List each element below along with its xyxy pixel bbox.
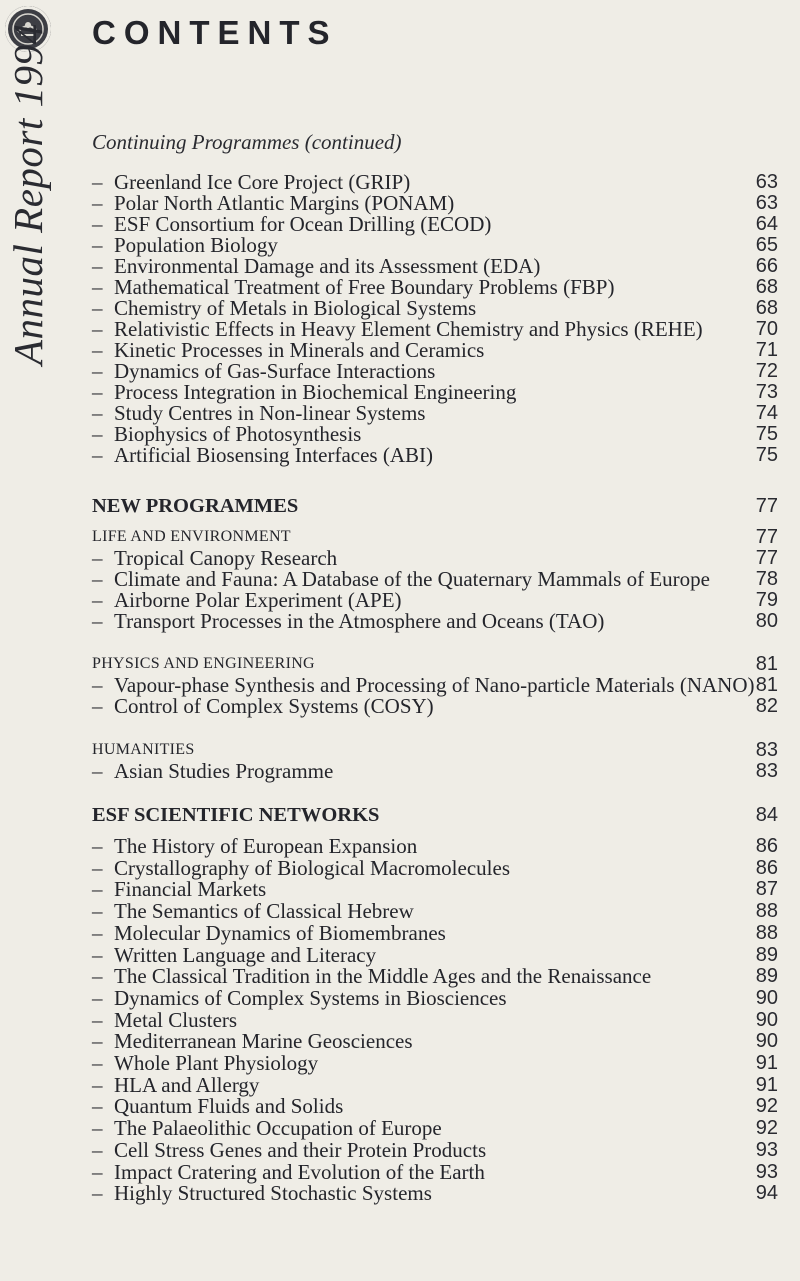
list-dash: – <box>92 694 103 718</box>
toc-entry <box>92 856 800 880</box>
page-number: 70 <box>755 318 778 340</box>
list-dash: – <box>92 338 103 362</box>
page-number: 86 <box>755 856 778 879</box>
toc-entry <box>92 1116 800 1140</box>
section-heading-new-programmes: NEW PROGRAMMES <box>92 495 299 517</box>
entry-title: Greenland Ice Core Project (GRIP) <box>114 170 411 194</box>
entry-title: Crystallography of Biological Macromolecules <box>114 855 510 880</box>
page-number: 88 <box>755 921 778 944</box>
list-dash: – <box>92 191 103 215</box>
list-dash: – <box>92 254 103 278</box>
toc-entry <box>92 1051 800 1075</box>
entry-title: Polar North Atlantic Margins (PONAM) <box>114 191 455 215</box>
page-number: 83 <box>755 760 778 782</box>
list-dash: – <box>92 1051 103 1075</box>
list-dash: – <box>92 1072 103 1097</box>
entry-title: Relativistic Effects in Heavy Element Chemistry and Physics (REHE) <box>114 317 703 341</box>
page-number: 68 <box>755 297 778 319</box>
page-number: 87 <box>755 878 778 901</box>
entry-title: The Palaeolithic Occupation of Europe <box>114 1116 442 1141</box>
list-dash: – <box>92 834 103 858</box>
list-dash: – <box>92 1137 103 1162</box>
page-number: 93 <box>755 1160 778 1183</box>
page-number: 90 <box>755 1008 778 1031</box>
entry-title: Cell Stress Genes and their Protein Products <box>114 1137 487 1162</box>
list-dash: – <box>92 359 103 383</box>
page-number: 92 <box>755 1117 778 1140</box>
entry-title: Quantum Fluids and Solids <box>114 1094 344 1119</box>
page-number: 64 <box>755 213 778 235</box>
list-dash: – <box>92 985 103 1010</box>
list-dash: – <box>92 380 103 404</box>
entry-title: Molecular Dynamics of Biomembranes <box>114 920 446 945</box>
toc-entry <box>92 986 800 1010</box>
list-dash: – <box>92 1159 103 1184</box>
page-number: 83 <box>755 739 778 761</box>
entry-title: Transport Processes in the Atmosphere and Oceans (TAO) <box>114 609 605 633</box>
subsection-heading: PHYSICS AND ENGINEERING <box>92 655 315 672</box>
entry-title: Mathematical Treatment of Free Boundary Problems (FBP) <box>114 275 615 299</box>
page-number: 77 <box>755 547 778 569</box>
toc-entry <box>92 609 800 633</box>
entry-title: Tropical Canopy Research <box>114 546 338 570</box>
toc-entry <box>92 899 800 923</box>
page-number: 66 <box>755 255 778 277</box>
page-number: 63 <box>755 171 778 193</box>
page-number: 84 <box>755 804 778 826</box>
subsection-heading: LIFE AND ENVIRONMENT <box>92 528 291 545</box>
toc-entry <box>92 921 800 945</box>
entry-title: Climate and Fauna: A Database of the Quaternary Mammals of Europe <box>114 567 710 591</box>
list-dash: – <box>92 759 103 783</box>
list-dash: – <box>92 964 103 989</box>
list-dash: – <box>92 401 103 425</box>
list-dash: – <box>92 1007 103 1032</box>
toc-entry <box>92 1008 800 1032</box>
section-heading-networks: ESF SCIENTIFIC NETWORKS <box>92 804 380 826</box>
page-title: CONTENTS <box>92 14 338 51</box>
page-number: 72 <box>755 360 778 382</box>
toc-entry <box>92 1181 800 1205</box>
entry-title: The Classical Tradition in the Middle Ages and the Renaissance <box>114 964 652 989</box>
toc-entry <box>92 877 800 901</box>
list-dash: – <box>92 422 103 446</box>
entry-title: Chemistry of Metals in Biological Systems <box>114 296 477 320</box>
entry-title: Biophysics of Photosynthesis <box>114 422 362 446</box>
list-dash: – <box>92 443 103 467</box>
page-number: 73 <box>755 381 778 403</box>
page-number: 90 <box>755 986 778 1009</box>
sidebar <box>0 0 56 1281</box>
toc-entry <box>92 759 800 783</box>
page-number: 65 <box>755 234 778 256</box>
entry-title: The History of European Expansion <box>114 834 418 858</box>
list-dash: – <box>92 233 103 257</box>
list-dash: – <box>92 296 103 320</box>
page-number: 75 <box>755 444 778 466</box>
entry-title: ESF Consortium for Ocean Drilling (ECOD) <box>114 212 492 236</box>
list-dash: – <box>92 877 103 902</box>
list-dash: – <box>92 588 103 612</box>
page-number: 78 <box>755 568 778 590</box>
toc-entry <box>92 1094 800 1118</box>
entry-title: Whole Plant Physiology <box>114 1051 319 1075</box>
entry-title: Metal Clusters <box>114 1007 238 1032</box>
subsection-heading: HUMANITIES <box>92 741 195 758</box>
page-number: 91 <box>755 1073 778 1096</box>
entry-title: Population Biology <box>114 233 278 257</box>
entry-title: Artificial Biosensing Interfaces (ABI) <box>114 443 433 467</box>
list-dash: – <box>92 1094 103 1119</box>
entry-title: Highly Structured Stochastic Systems <box>114 1181 432 1206</box>
toc-entry <box>92 1160 800 1184</box>
page-number: 94 <box>755 1182 778 1205</box>
entry-title: Process Integration in Biochemical Engineering <box>114 380 517 404</box>
entry-title: Mediterranean Marine Geosciences <box>114 1029 413 1054</box>
toc-entry <box>92 1138 800 1162</box>
entry-title: HLA and Allergy <box>114 1072 260 1097</box>
toc-entry <box>92 694 800 718</box>
entry-title: Asian Studies Programme <box>114 759 334 783</box>
entry-title: Dynamics of Gas-Surface Interactions <box>114 359 436 383</box>
page-number: 77 <box>755 495 778 517</box>
toc-entry <box>92 443 800 467</box>
entry-title: Environmental Damage and its Assessment (EDA) <box>114 254 541 278</box>
continuing-programmes-heading: Continuing Programmes (continued) <box>92 130 402 154</box>
list-dash: – <box>92 920 103 945</box>
entry-title: Control of Complex Systems (COSY) <box>114 694 434 718</box>
entry-title: Kinetic Processes in Minerals and Ceramics <box>114 338 485 362</box>
list-dash: – <box>92 212 103 236</box>
vertical-report-title: Annual Report 1994 <box>5 23 51 365</box>
entry-title: Vapour-phase Synthesis and Processing of Nano-particle Materials (NANO) <box>114 673 755 697</box>
page-number: 68 <box>755 276 778 298</box>
list-dash: – <box>92 609 103 633</box>
page-number: 71 <box>755 339 778 361</box>
list-dash: – <box>92 855 103 880</box>
list-dash: – <box>92 1029 103 1054</box>
list-dash: – <box>92 942 103 967</box>
list-dash: – <box>92 567 103 591</box>
toc-entry <box>92 943 800 967</box>
page-number: 91 <box>755 1052 778 1074</box>
entry-title: Written Language and Literacy <box>114 942 377 967</box>
entry-title: Financial Markets <box>114 877 267 902</box>
entry-title: The Semantics of Classical Hebrew <box>114 899 414 924</box>
page-number: 93 <box>755 1138 778 1161</box>
toc-entry <box>92 964 800 988</box>
page-number: 92 <box>755 1095 778 1118</box>
list-dash: – <box>92 170 103 194</box>
page-number: 90 <box>755 1030 778 1053</box>
list-dash: – <box>92 275 103 299</box>
toc-entry <box>92 1073 800 1097</box>
page-number: 88 <box>755 900 778 923</box>
page-number: 80 <box>755 610 778 632</box>
page-number: 63 <box>755 192 778 214</box>
toc-entry <box>92 834 800 858</box>
page-number: 81 <box>755 653 778 675</box>
list-dash: – <box>92 899 103 924</box>
page-number: 86 <box>755 835 778 857</box>
page-number: 81 <box>755 674 778 696</box>
entry-title: Airborne Polar Experiment (APE) <box>114 588 402 612</box>
list-dash: – <box>92 546 103 570</box>
page-number: 74 <box>755 402 778 424</box>
page-number: 75 <box>755 423 778 445</box>
entry-title: Study Centres in Non-linear Systems <box>114 401 426 425</box>
list-dash: – <box>92 317 103 341</box>
toc-entry <box>92 1029 800 1053</box>
list-dash: – <box>92 1181 103 1206</box>
entry-title: Impact Cratering and Evolution of the Earth <box>114 1159 485 1184</box>
list-dash: – <box>92 1116 103 1141</box>
page-number: 89 <box>755 965 778 988</box>
page-number: 79 <box>755 589 778 611</box>
page-number: 82 <box>755 695 778 717</box>
page-number: 77 <box>755 526 778 548</box>
entry-title: Dynamics of Complex Systems in Biosciences <box>114 985 507 1010</box>
list-dash: – <box>92 673 103 697</box>
page-number: 89 <box>755 943 778 966</box>
